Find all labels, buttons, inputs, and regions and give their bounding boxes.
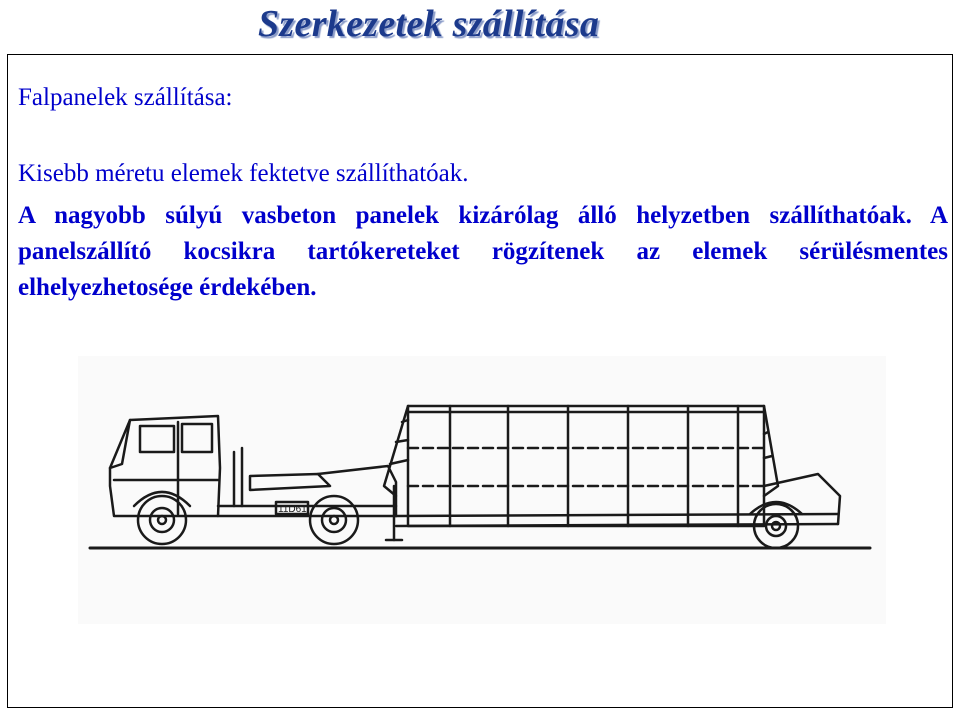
section-subtitle: Falpanelek szállítása:	[18, 84, 233, 111]
slide-title: Szerkezetek szállítása	[258, 3, 600, 45]
plate-text: 11D61	[278, 504, 307, 515]
truck-trailer-illustration	[78, 356, 886, 624]
panel-transport-truck-drawing	[78, 356, 886, 624]
text-line-small-elements: Kisebb méretu elemek fektetve szállíthatóak.	[18, 160, 469, 187]
slide-title-bar	[0, 0, 960, 54]
text-paragraph-large-panels: A nagyobb súlyú vasbeton panelek kizárólag álló helyzetben szállíthatóak. A panelszállító kocsikra tartókereteket rögzítenek az elemek sérülésmentes elhelyezhetosége érdekében.	[18, 202, 948, 301]
